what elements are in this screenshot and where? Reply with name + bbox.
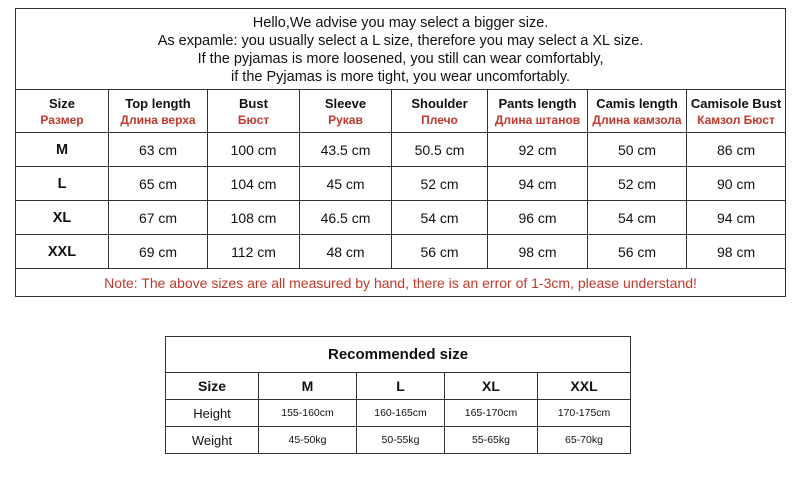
- recommended-header-row: [166, 373, 631, 400]
- table-row: [16, 133, 786, 167]
- table-cell: 43.5 cm: [300, 133, 392, 167]
- header-en: Shoulder: [411, 95, 468, 111]
- header-ru: Размер: [40, 112, 84, 127]
- header-top-length: [109, 90, 208, 133]
- table-cell: 63 cm: [109, 133, 208, 167]
- recommended-size-title: Recommended size: [166, 337, 631, 373]
- table-cell: 94 cm: [687, 201, 786, 235]
- header-cell: Size: [166, 373, 259, 400]
- table-cell: 155-160cm: [259, 400, 357, 427]
- table-cell: 45-50kg: [259, 427, 357, 454]
- table-row: [16, 235, 786, 269]
- advice-line: If the pyjamas is more loosened, you still can wear comfortably,: [197, 51, 604, 67]
- table-cell: 67 cm: [109, 201, 208, 235]
- size-label: M: [16, 133, 109, 167]
- header-ru: Плечо: [421, 112, 458, 127]
- header-en: Top length: [125, 95, 191, 111]
- table-cell: 54 cm: [392, 201, 488, 235]
- header-size: [16, 90, 109, 133]
- table-cell: 98 cm: [488, 235, 588, 269]
- table-cell: 45 cm: [300, 167, 392, 201]
- table-cell: 100 cm: [208, 133, 300, 167]
- table-cell: 56 cm: [588, 235, 687, 269]
- table-cell: 94 cm: [488, 167, 588, 201]
- header-bust: [208, 90, 300, 133]
- header-camis-length: [588, 90, 687, 133]
- header-pants-length: [488, 90, 588, 133]
- table-cell: 86 cm: [687, 133, 786, 167]
- table-cell: 50-55kg: [357, 427, 445, 454]
- table-cell: 170-175cm: [538, 400, 631, 427]
- table-cell: 55-65kg: [445, 427, 538, 454]
- header-en: Size: [48, 95, 75, 111]
- size-chart-table: [15, 8, 786, 297]
- header-en: Sleeve: [324, 95, 367, 111]
- header-ru: Бюст: [237, 112, 270, 127]
- table-cell: 48 cm: [300, 235, 392, 269]
- table-cell: 112 cm: [208, 235, 300, 269]
- header-cell: L: [357, 373, 445, 400]
- table-cell: 104 cm: [208, 167, 300, 201]
- row-label: Height: [166, 400, 259, 427]
- header-sleeve: [300, 90, 392, 133]
- header-ru: Длина верха: [120, 112, 196, 127]
- header-camisole-bust: [687, 90, 786, 133]
- header-en: Camis length: [596, 95, 678, 111]
- row-label: Weight: [166, 427, 259, 454]
- table-row: [16, 201, 786, 235]
- header-ru: Камзол Бюст: [697, 112, 775, 127]
- header-cell: XXL: [538, 373, 631, 400]
- table-cell: 54 cm: [588, 201, 687, 235]
- header-en: Camisole Bust: [690, 95, 782, 111]
- table-cell: 52 cm: [588, 167, 687, 201]
- table-row: [166, 427, 631, 454]
- header-shoulder: [392, 90, 488, 133]
- measurement-note: Note: The above sizes are all measured by hand, there is an error of 1-3cm, please understand!: [16, 269, 786, 297]
- table-cell: 90 cm: [687, 167, 786, 201]
- size-label: L: [16, 167, 109, 201]
- table-cell: 96 cm: [488, 201, 588, 235]
- header-cell: XL: [445, 373, 538, 400]
- size-chart-header-row: [16, 90, 786, 133]
- advice-line: Hello,We advise you may select a bigger size.: [252, 15, 549, 31]
- table-cell: 56 cm: [392, 235, 488, 269]
- advice-line: As expamle: you usually select a L size, therefore you may select a XL size.: [157, 33, 644, 49]
- table-cell: 50 cm: [588, 133, 687, 167]
- header-en: Pants length: [498, 95, 577, 111]
- header-cell: M: [259, 373, 357, 400]
- table-cell: 52 cm: [392, 167, 488, 201]
- size-label: XL: [16, 201, 109, 235]
- table-cell: 98 cm: [687, 235, 786, 269]
- table-cell: 160-165cm: [357, 400, 445, 427]
- advice-line: if the Pyjamas is more tight, you wear uncomfortably.: [231, 69, 571, 85]
- table-cell: 92 cm: [488, 133, 588, 167]
- size-advice: [16, 9, 786, 90]
- table-row: [166, 400, 631, 427]
- header-ru: Рукав: [328, 112, 363, 127]
- table-row: [16, 167, 786, 201]
- size-label: XXL: [16, 235, 109, 269]
- table-cell: 50.5 cm: [392, 133, 488, 167]
- header-en: Bust: [239, 95, 268, 111]
- header-ru: Длина камзола: [592, 112, 682, 127]
- header-ru: Длина штанов: [494, 112, 581, 127]
- recommended-size-table: [165, 336, 631, 454]
- table-cell: 46.5 cm: [300, 201, 392, 235]
- table-cell: 69 cm: [109, 235, 208, 269]
- table-cell: 65-70kg: [538, 427, 631, 454]
- table-cell: 108 cm: [208, 201, 300, 235]
- table-cell: 165-170cm: [445, 400, 538, 427]
- table-cell: 65 cm: [109, 167, 208, 201]
